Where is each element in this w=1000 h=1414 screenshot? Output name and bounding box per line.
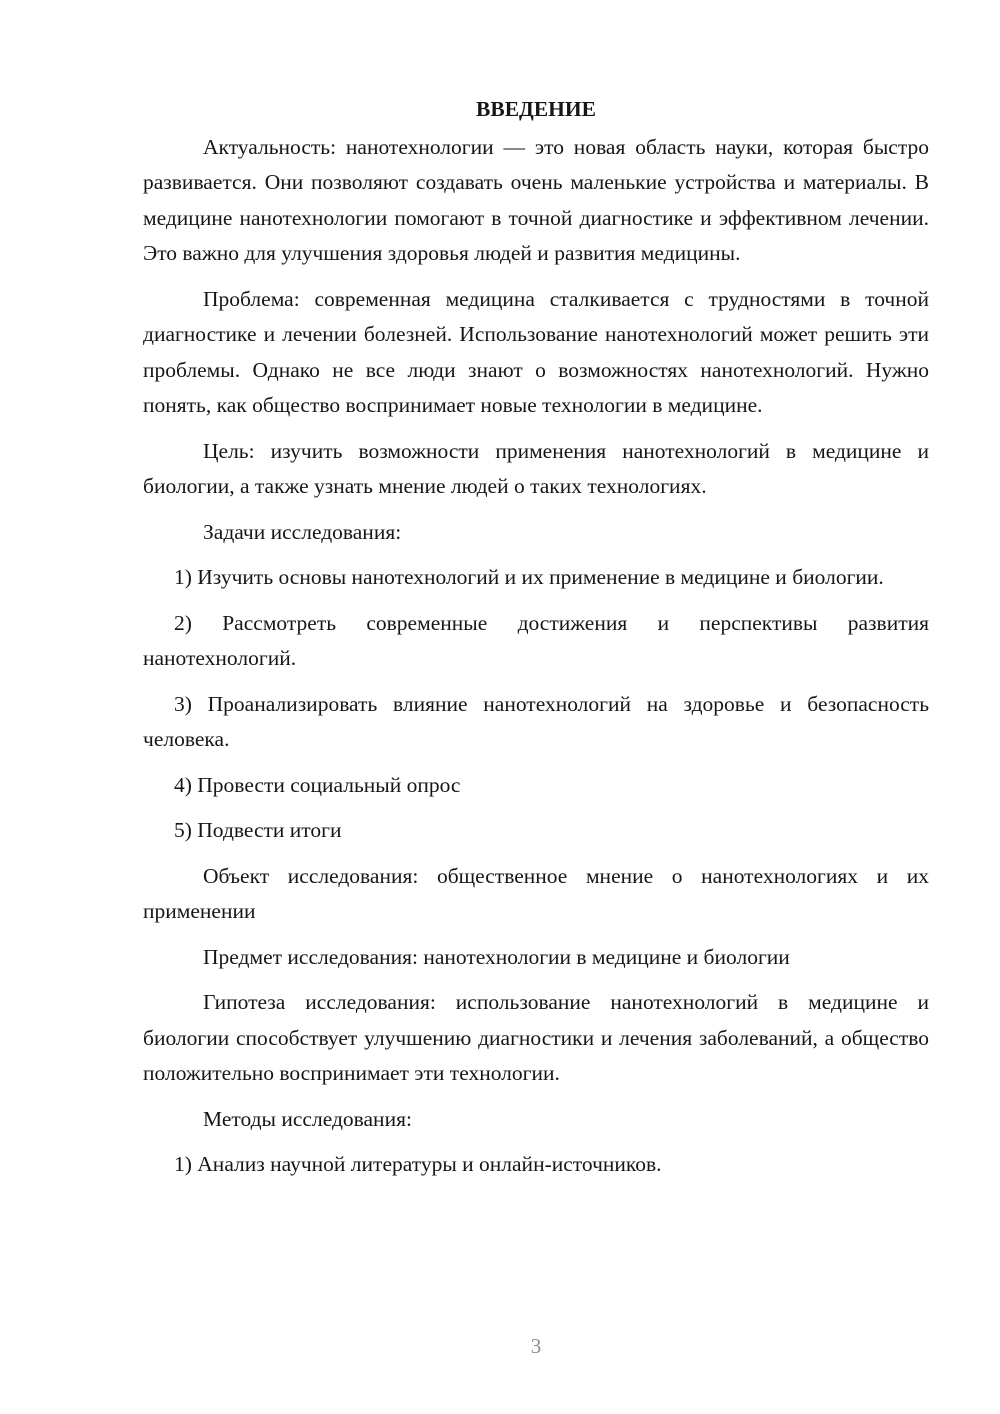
paragraph-goal: Цель: изучить возможности применения нанотехнологий в медицине и биологии, а также узнать мнение людей о таких технологиях. [143, 438, 929, 498]
paragraph-relevance: Актуальность: нанотехнологии — это новая область науки, которая быстро развивается. Они позволяют создавать очень маленькие устройства и материалы. В медицине нанотехнологии помогают в точной диагностике и эффективном лечении. Это важно для улучшения здоровья людей и развития медицины. [143, 134, 929, 265]
task-item: 5) Подвести итоги [174, 818, 342, 842]
section-title: ВВЕДЕНИЕ [476, 97, 596, 121]
paragraph-hypothesis: Гипотеза исследования: использование нанотехнологий в медицине и биологии способствует улучшению диагностики и лечения заболеваний, а общество положительно воспринимает эти технологии. [143, 990, 929, 1085]
paragraph-object: Объект исследования: общественное мнение о нанотехнологиях и их применении [143, 863, 929, 923]
task-item: 2) Рассмотреть современные достижения и перспективы развития нанотехнологий. [143, 610, 929, 670]
paragraph-methods-heading: Методы исследования: [203, 1106, 412, 1131]
method-item: 1) Анализ научной литературы и онлайн-источников. [174, 1152, 662, 1176]
task-item: 3) Проанализировать влияние нанотехнологий на здоровье и безопасность человека. [143, 691, 929, 751]
page-number: 3 [530, 1334, 542, 1358]
paragraph-tasks-heading: Задачи исследования: [203, 519, 402, 544]
paragraph-problem: Проблема: современная медицина сталкивается с трудностями в точной диагностике и лечении болезней. Использование нанотехнологий может решить эти проблемы. Однако не все люди знают о возможностях нанотехнологий. Нужно понять, как общество воспринимает новые технологии в медицине. [143, 286, 929, 417]
task-item: 1) Изучить основы нанотехнологий и их применение в медицине и биологии. [174, 565, 884, 589]
page-content [143, 92, 929, 1193]
task-item: 4) Провести социальный опрос [174, 772, 461, 797]
paragraph-subject: Предмет исследования: нанотехнологии в медицине и биологии [203, 944, 790, 969]
